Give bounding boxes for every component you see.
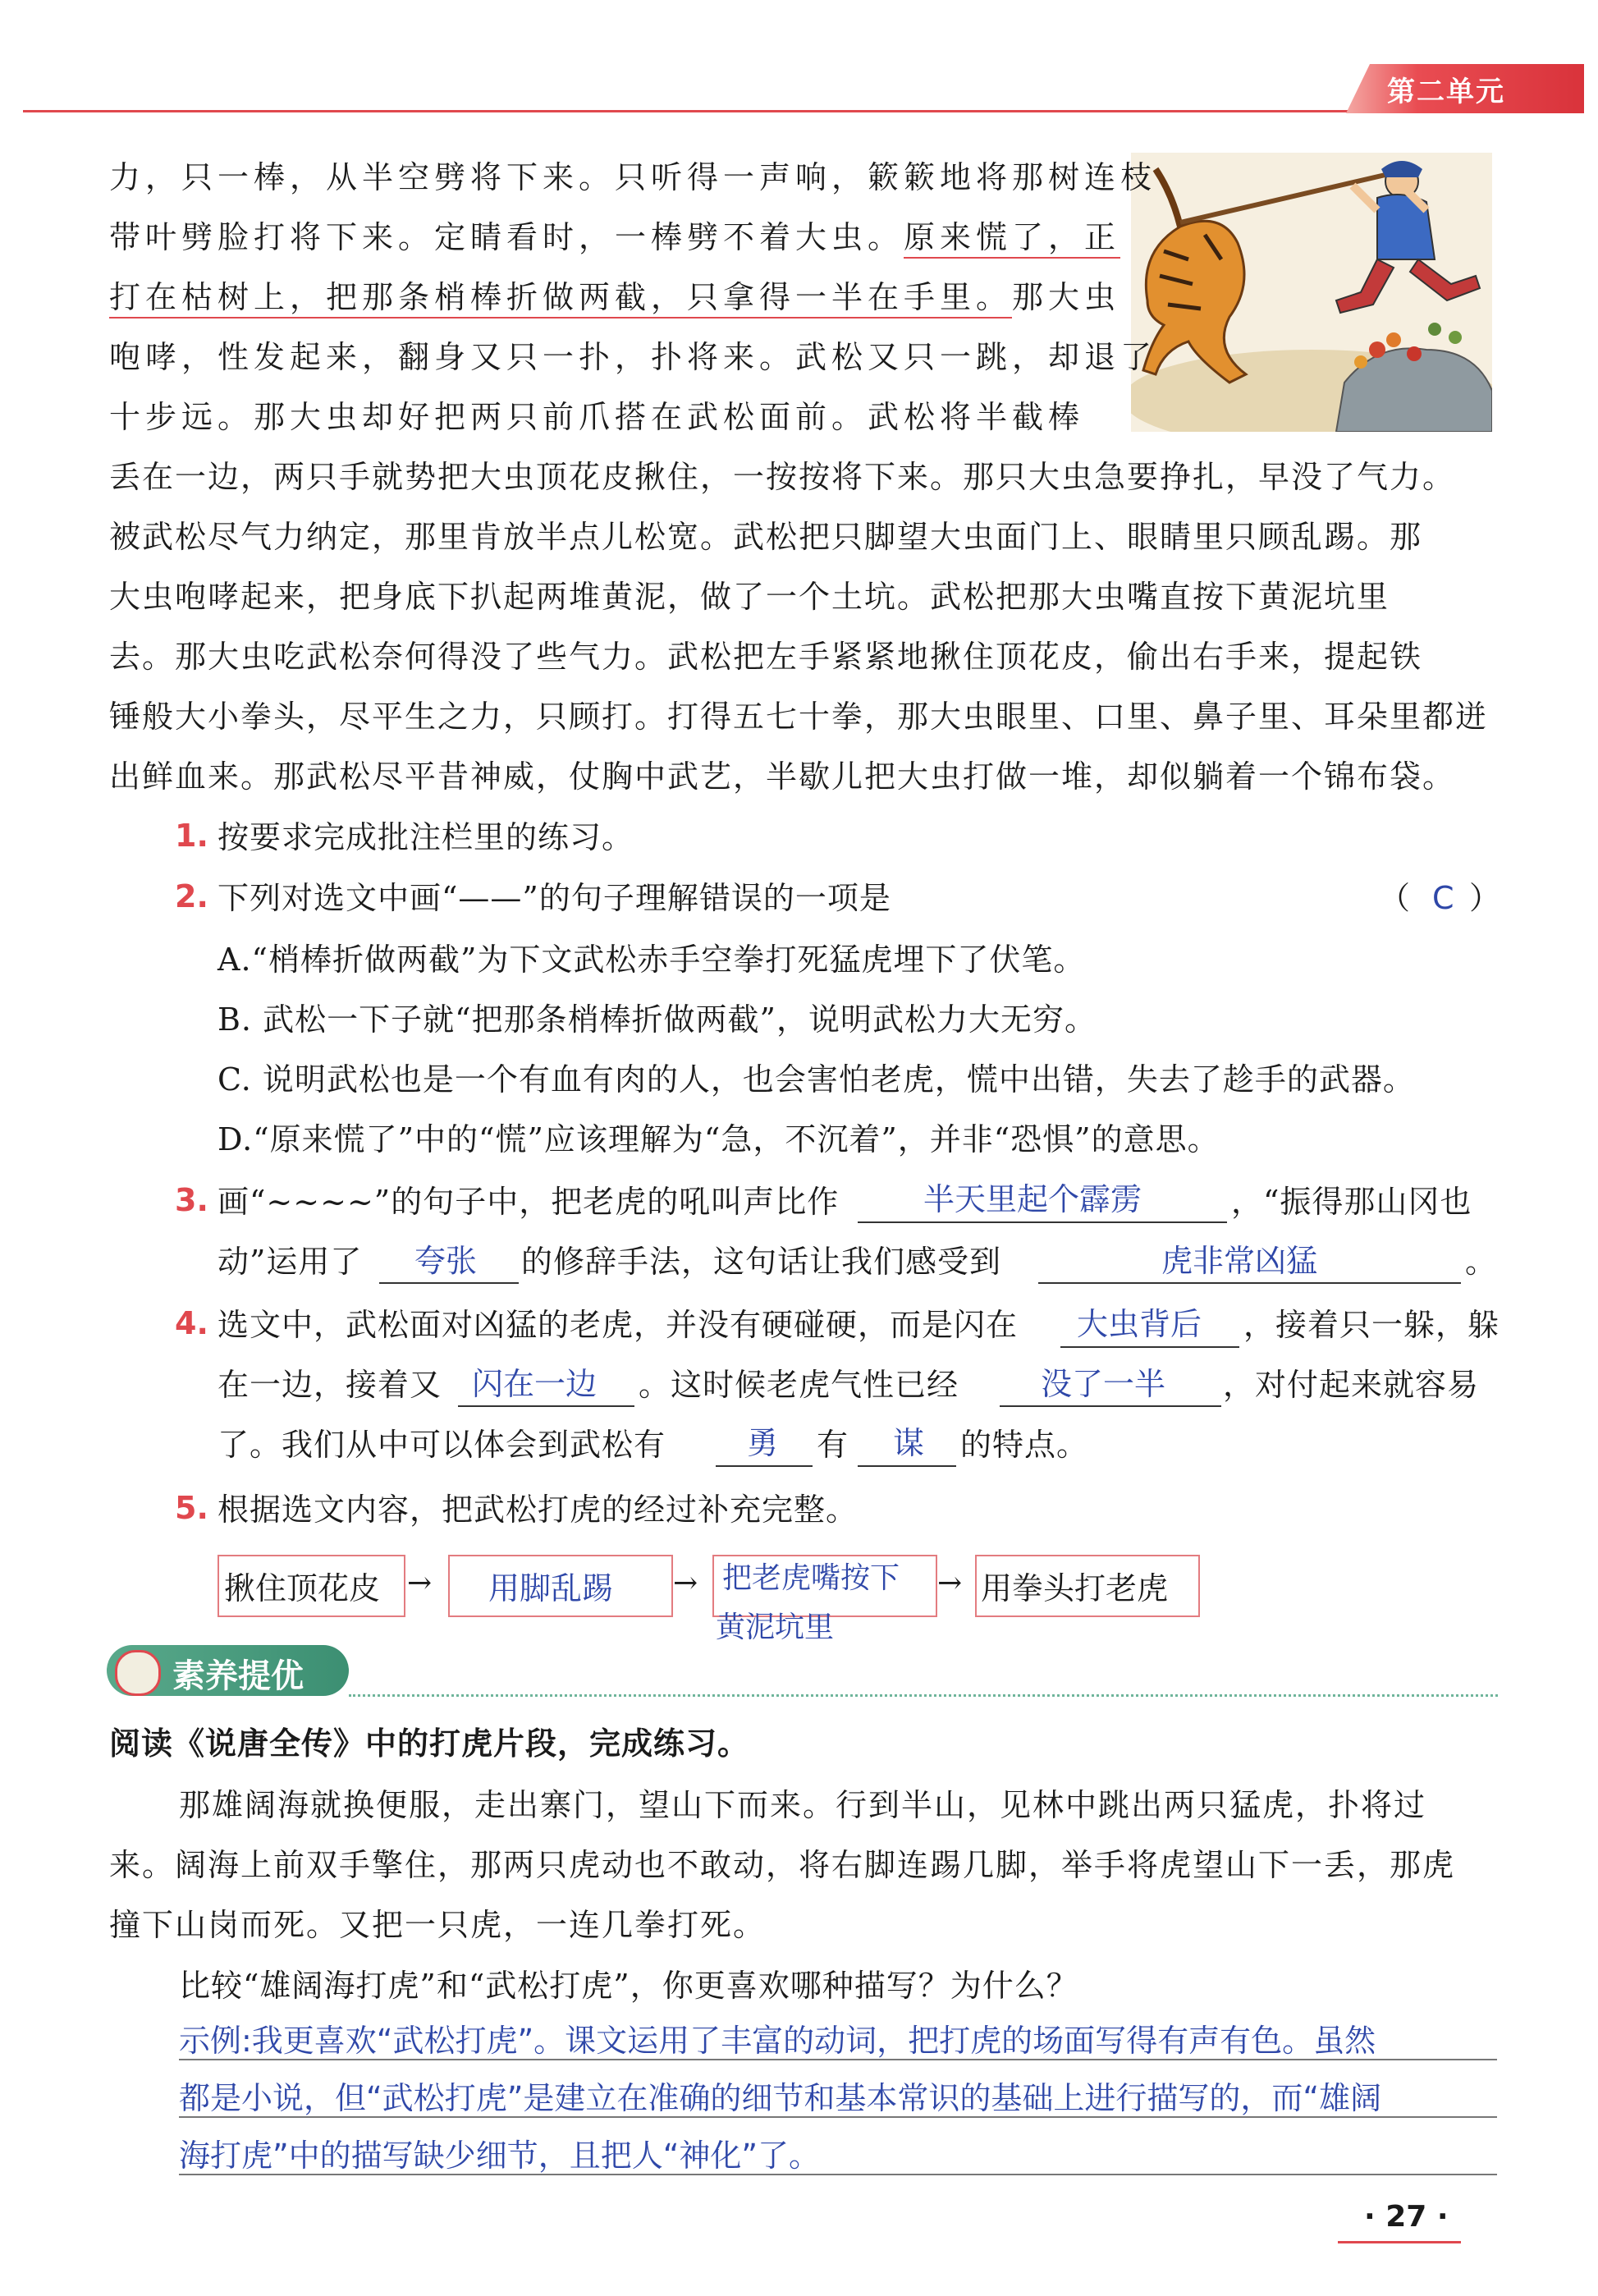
question-text: 动”运用了 — [217, 1244, 363, 1280]
section-title: 素养提优 — [172, 1657, 304, 1695]
answer-text: 闪在一边 — [472, 1366, 598, 1402]
question-number: 2. — [175, 878, 208, 914]
flow-step-1: 揪住顶花皮 — [224, 1570, 381, 1606]
question-text: 画“~~~~”的句子中，把老虎的吼叫声比作 — [217, 1184, 840, 1220]
answer-rule — [179, 2059, 1497, 2060]
answer-rule — [179, 2174, 1497, 2175]
answer-text: 大虫背后 — [1077, 1306, 1202, 1342]
passage-text: 带叶劈脸打将下来。定睛看时，一棒劈不着大虫。 — [109, 219, 904, 255]
answer-text: 没了一半 — [1041, 1366, 1166, 1402]
question-text: 了。我们从中可以体会到武松有 — [217, 1427, 666, 1463]
flow-arrow: → — [937, 1566, 963, 1600]
flow-arrow: → — [407, 1566, 433, 1600]
wusong-tiger-illustration — [1131, 153, 1492, 432]
passage-line — [109, 277, 1120, 317]
unit-label: 第二单元 — [1387, 76, 1505, 108]
section-answer-line: 海打虎”中的描写缺少细节，且把人“神化”了。 — [179, 2138, 821, 2174]
underlined-sentence: 打在枯树上，把那条梢棒折做两截，只拿得一半在手里。 — [109, 279, 1012, 319]
answer-blank[interactable] — [1038, 1281, 1461, 1284]
answer-text: 谋 — [893, 1425, 925, 1461]
page-number: · 27 · — [1364, 2200, 1449, 2234]
passage-line: 咆哮，性发起来，翻身又只一扑，扑将来。武松又只一跳，却退了 — [109, 339, 1157, 375]
question-number: 4. — [175, 1305, 208, 1341]
section-question: 比较“雄阔海打虎”和“武松打虎”，你更喜欢哪种描写？为什么？ — [179, 1968, 1078, 2004]
question-text: ，“振得那山冈也 — [1231, 1184, 1472, 1220]
answer-text: 夸张 — [414, 1243, 478, 1279]
question-text: 按要求完成批注栏里的练习。 — [217, 819, 634, 855]
question-text: 有 — [817, 1427, 849, 1463]
question-text: 根据选文内容，把武松打虎的经过补充完整。 — [217, 1492, 859, 1528]
answer-paren-open: （ — [1379, 880, 1412, 916]
answer-text: 勇 — [747, 1425, 779, 1461]
flow-step-2: 用脚乱踢 — [488, 1570, 614, 1606]
section-instruction: 阅读《说唐全传》中的打虎片段，完成练习。 — [109, 1725, 750, 1762]
section-passage-line: 来。阔海上前双手擎住，那两只虎动也不敢动，将右脚连踢几脚，举手将虎望山下一丢，那虎 — [109, 1847, 1456, 1883]
flow-step-3b: 黄泥坑里 — [716, 1611, 835, 1644]
passage-line: 大虫咆哮起来，把身底下扒起两堆黄泥，做了一个土坑。武松把那大虫嘴直按下黄泥坑里 — [109, 579, 1390, 615]
answer-blank[interactable] — [858, 1220, 1227, 1223]
answer-blank[interactable] — [379, 1281, 519, 1284]
option-b: B. 武松一下子就“把那条梢棒折做两截”，说明武松力大无穷。 — [217, 1001, 1097, 1038]
answer-text: 半天里起个霹雳 — [923, 1181, 1142, 1217]
answer-blank[interactable] — [858, 1464, 956, 1467]
question-number: 1. — [175, 818, 208, 854]
section-answer-line: 都是小说，但“武松打虎”是建立在准确的细节和基本常识的基础上进行描写的，而“雄阔 — [179, 2080, 1382, 2116]
section-answer-line: 示例:我更喜欢“武松打虎”。课文运用了丰富的动词，把打虎的场面写得有声有色。虽然 — [179, 2023, 1376, 2059]
question-number: 5. — [175, 1490, 208, 1526]
answer-blank[interactable] — [1060, 1345, 1239, 1348]
section-passage-line: 那雄阔海就换便服，走出寨门，望山下而来。行到半山，见林中跳出两只猛虎，扑将过 — [179, 1787, 1427, 1823]
question-text: 下列对选文中画“——”的句子理解错误的一项是 — [217, 880, 891, 916]
passage-text: 那大虫 — [1012, 279, 1121, 315]
flow-arrow: → — [673, 1566, 698, 1600]
question-text: 的修辞手法，这句话让我们感受到 — [521, 1244, 1002, 1280]
answer-rule — [179, 2116, 1497, 2118]
question-text: ，对付起来就容易 — [1223, 1367, 1480, 1403]
answer-choice: C — [1432, 880, 1454, 916]
question-number: 3. — [175, 1182, 208, 1218]
passage-line: 被武松尽气力纳定，那里肯放半点儿松宽。武松把只脚望大虫面门上、眼睛里只顾乱踢。那 — [109, 519, 1423, 555]
flow-step-3a: 把老虎嘴按下 — [722, 1561, 900, 1595]
underlined-sentence: 原来慌了，正 — [904, 219, 1120, 259]
answer-text: 虎非常凶猛 — [1161, 1243, 1318, 1279]
magnifier-book-icon — [115, 1650, 161, 1696]
passage-line: 锤般大小拳头，尽平生之力，只顾打。打得五七十拳，那大虫眼里、口里、鼻子里、耳朵里都迸 — [109, 699, 1489, 735]
passage-line: 丢在一边，两只手就势把大虫顶花皮揪住，一按按将下来。那只大虫急要挣扎，早没了气力。 — [109, 459, 1456, 495]
passage-line — [109, 218, 1120, 257]
header-rule — [23, 110, 1574, 112]
question-text: 在一边，接着又 — [217, 1367, 442, 1403]
passage-line: 出鲜血来。那武松尽平昔神威，仗胸中武艺，半歇儿把大虫打做一堆，却似躺着一个锦布袋。 — [109, 758, 1456, 795]
passage-line: 力，只一棒，从半空劈将下来。只听得一声响，簌簌地将那树连枝 — [109, 159, 1157, 195]
question-text: ，接着只一躲，躲 — [1243, 1307, 1500, 1343]
passage-line: 去。那大虫吃武松奈何得没了些气力。武松把左手紧紧地揪住顶花皮，偷出右手来，提起铁 — [109, 639, 1423, 675]
answer-blank[interactable] — [1000, 1404, 1221, 1407]
section-divider — [349, 1694, 1498, 1697]
section-passage-line: 撞下山岗而死。又把一只虎，一连几拳打死。 — [109, 1907, 767, 1943]
option-a: A.“梢棒折做两截”为下文武松赤手空拳打死猛虎埋下了伏笔。 — [217, 942, 1086, 978]
answer-blank[interactable] — [716, 1464, 813, 1467]
question-text: 的特点。 — [960, 1427, 1089, 1463]
flow-step-4: 用拳头打老虎 — [981, 1570, 1169, 1606]
question-text: 。 — [1465, 1244, 1498, 1280]
footer-rule — [1338, 2241, 1461, 2243]
answer-blank[interactable] — [458, 1404, 634, 1407]
option-d: D.“原来慌了”中的“慌”应该理解为“急，不沉着”，并非“恐惧”的意思。 — [217, 1121, 1220, 1157]
question-text: 。这时候老虎气性已经 — [639, 1367, 959, 1403]
option-c: C. 说明武松也是一个有血有肉的人，也会害怕老虎，慌中出错，失去了趁手的武器。 — [217, 1061, 1415, 1098]
question-text: 选文中，武松面对凶猛的老虎，并没有硬碰硬，而是闪在 — [217, 1307, 1019, 1343]
answer-paren-close: ） — [1469, 880, 1502, 916]
passage-line: 十步远。那大虫却好把两只前爪搭在武松面前。武松将半截棒 — [109, 399, 1085, 435]
